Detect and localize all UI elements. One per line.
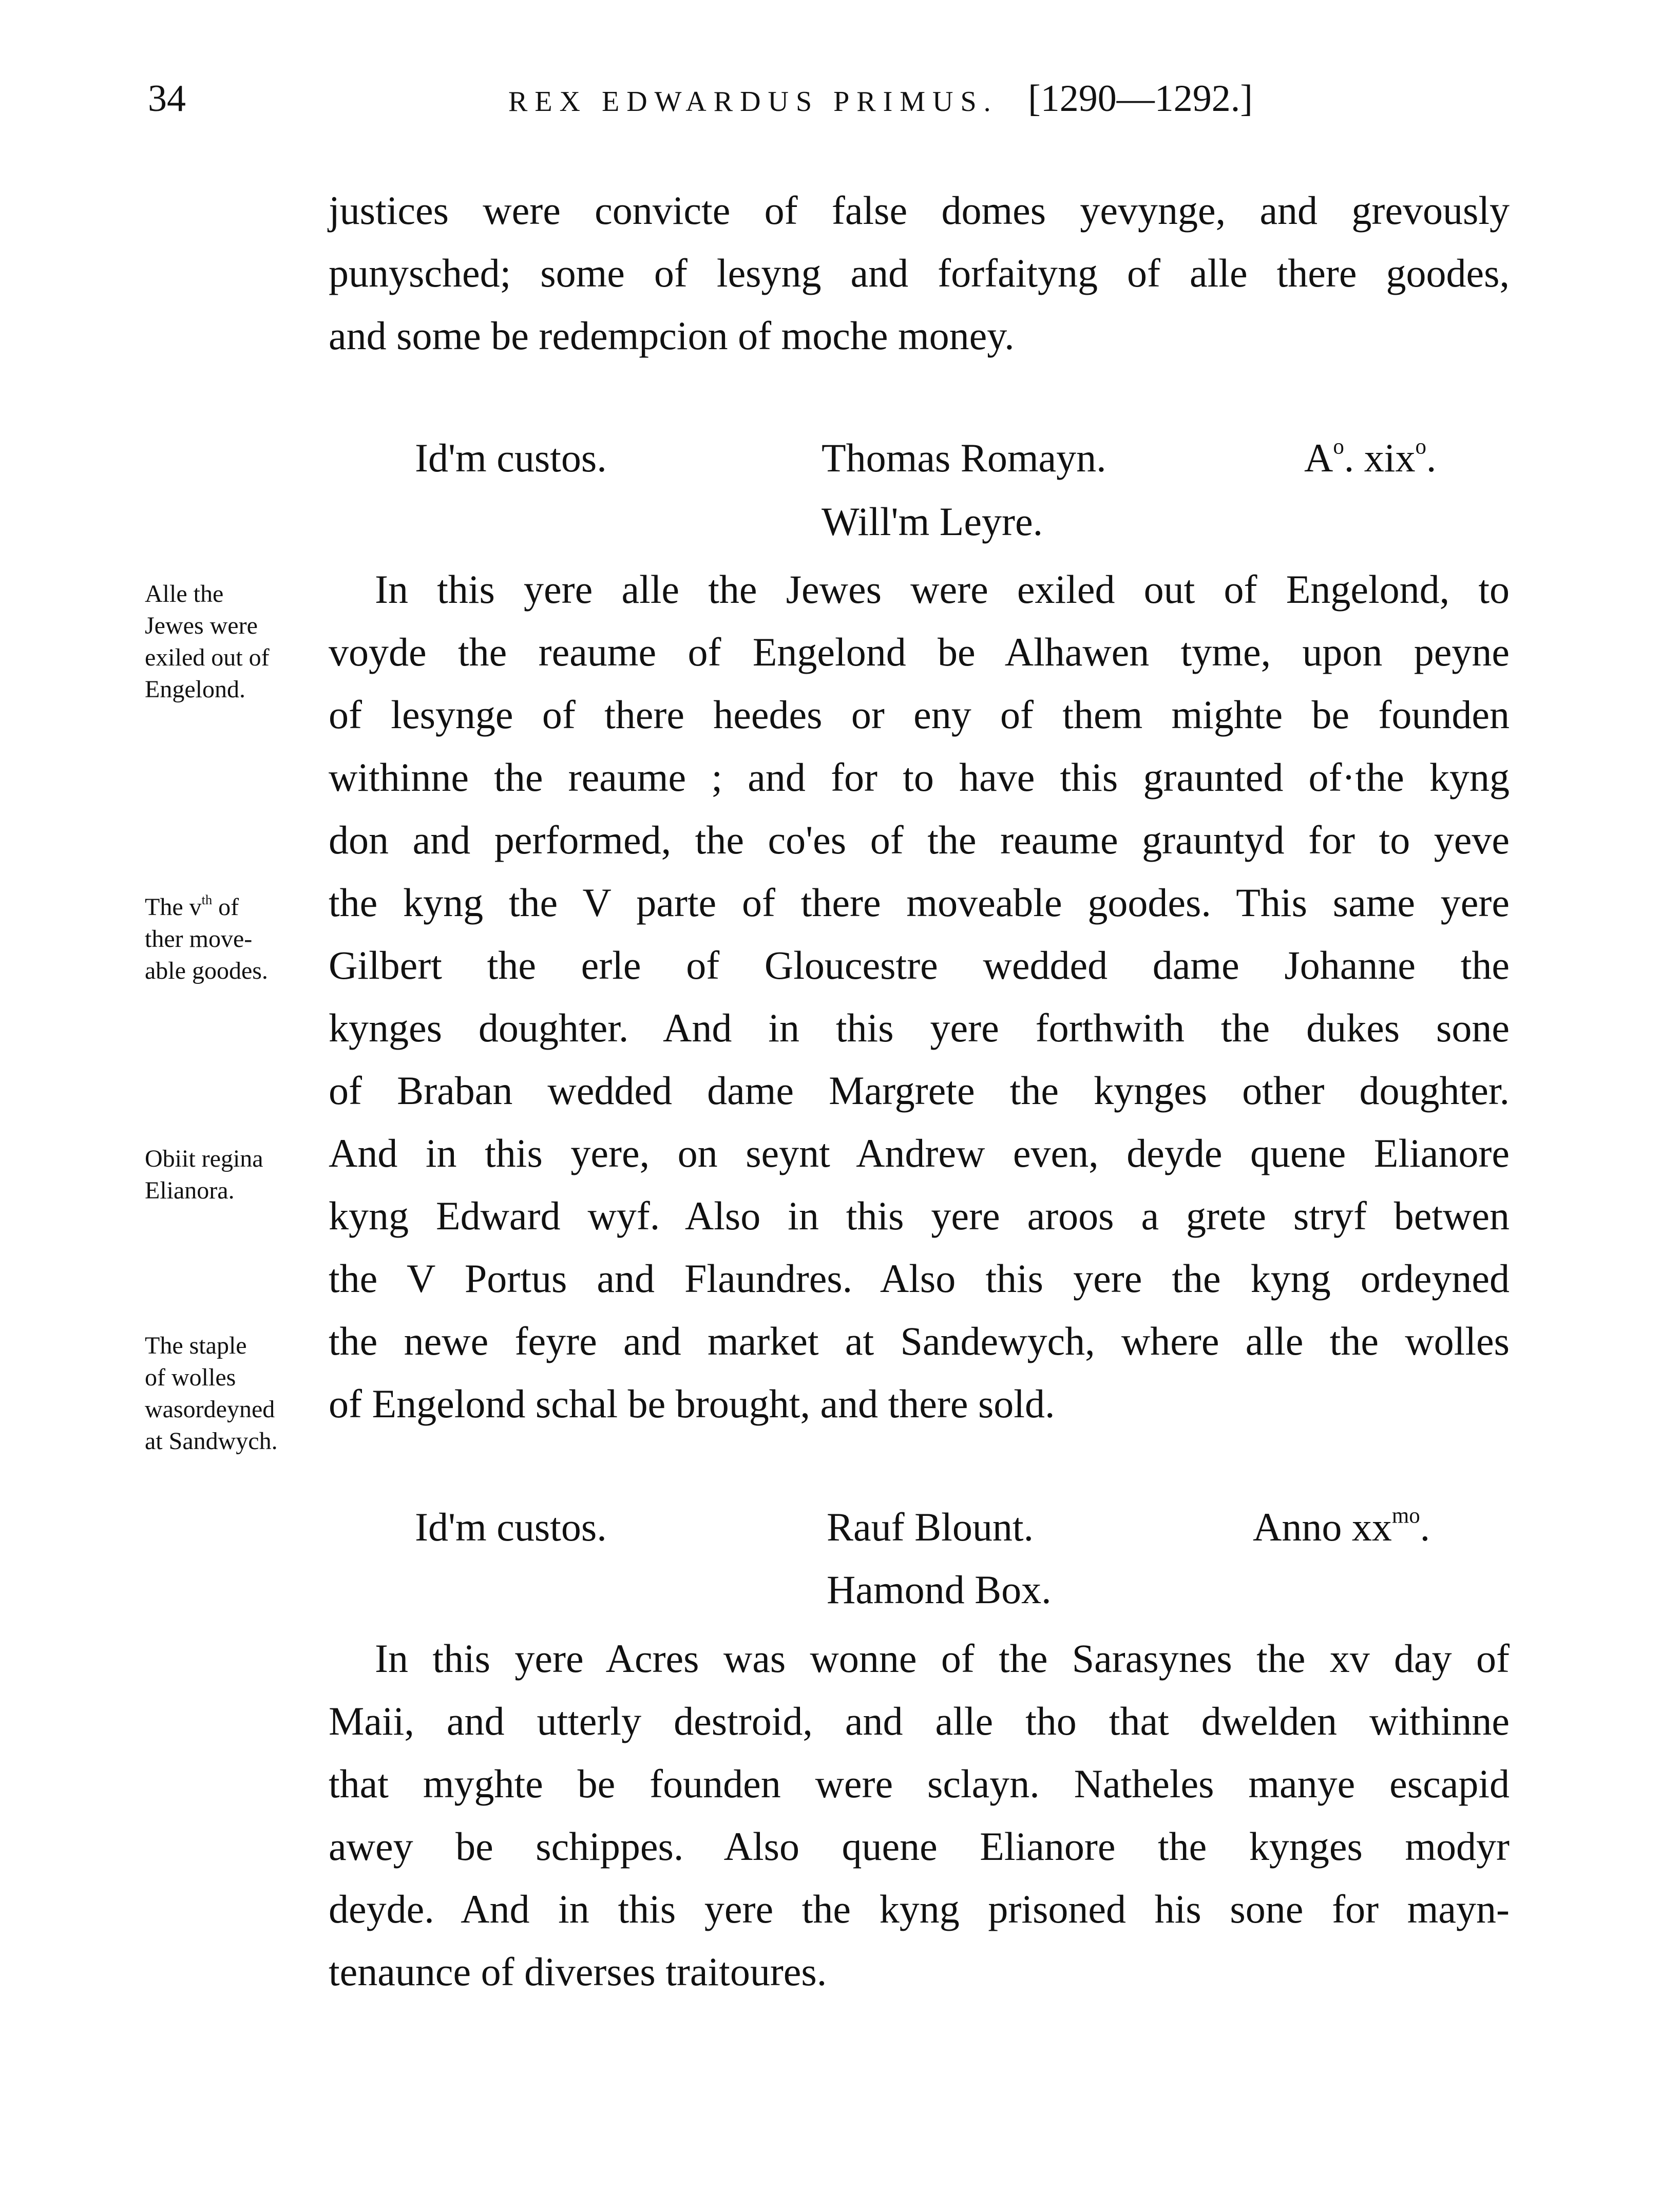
regnal-year (1304, 432, 1436, 484)
margin-line: ther move- (145, 925, 253, 953)
year-superscript: mo (1391, 1504, 1420, 1528)
text-line: Gilbert the erle of Gloucestre wedded dame Johanne the (329, 943, 1510, 987)
margin-line: exiled out of (145, 644, 270, 671)
margin-text: The v (145, 893, 202, 921)
text-line: kynges doughter. And in this yere forthwith the dukes sone (329, 1005, 1510, 1050)
year-prefix: Anno xx (1253, 1505, 1392, 1549)
running-title: REX EDWARDUS PRIMUS. (508, 86, 998, 118)
margin-line: Obiit regina (145, 1145, 263, 1172)
margin-line: at Sandwych. (145, 1428, 278, 1455)
year-prefix: A (1304, 435, 1333, 480)
margin-line: Alle the (145, 580, 224, 607)
margin-line: of wolles (145, 1364, 236, 1391)
margin-line: Jewes were (145, 612, 258, 639)
margin-line (145, 891, 319, 923)
margin-note-fifth-goodes (145, 891, 319, 987)
text-line: And in this yere, on seynt Andrew even, deyde quene Elianore (329, 1131, 1510, 1175)
text-line: of Braban wedded dame Margrete the kynges other doughter. (329, 1068, 1510, 1113)
text-line: and some be redempcion of moche money. (329, 313, 1015, 358)
text-line: of Engelond schal be brought, and there sold. (329, 1381, 1055, 1426)
margin-line: Elianora. (145, 1177, 235, 1204)
page-number: 34 (148, 78, 186, 120)
text-line: In this yere Acres was wonne of the Sarasynes the xv day of (375, 1636, 1510, 1681)
text-line: awey be schippes. Also quene Elianore the kynges modyr (329, 1824, 1510, 1869)
regnal-year (1253, 1501, 1430, 1553)
margin-note-obiit-regina (145, 1143, 319, 1207)
margin-line: Engelond. (145, 676, 245, 703)
margin-note-jewes-exiled (145, 578, 319, 706)
text-line: the newe feyre and market at Sandewych, where alle the wolles (329, 1319, 1510, 1363)
text-line: don and performed, the co'es of the reaume grauntyd for to yeve (329, 817, 1510, 862)
custos-label: Id'm custos. (415, 1505, 607, 1549)
text-line: withinne the reaume ; and for to have this graunted of·the kyng (329, 755, 1510, 800)
text-line: deyde. And in this yere the kyng prisoned his sone for mayn- (329, 1887, 1510, 1931)
text-line: that myghte be founden were sclayn. Natheles manye escapid (329, 1761, 1510, 1806)
text-line: voyde the reaume of Engelond be Alhawen tyme, upon peyne (329, 630, 1510, 674)
custos-label: Id'm custos. (415, 435, 607, 480)
year-suffix: . (1420, 1505, 1430, 1549)
text-line: kyng Edward wyf. Also in this yere aroos a grete stryf betwen (329, 1193, 1510, 1238)
margin-note-staple-wolles (145, 1330, 319, 1457)
year-suffix: . (1426, 435, 1437, 480)
margin-superscript: th (201, 891, 213, 907)
running-header (508, 77, 1371, 121)
text-line: In this yere alle the Jewes were exiled out of Engelond, to (375, 567, 1510, 612)
year-superscript: o (1415, 434, 1426, 459)
margin-line: wasordeyned (145, 1396, 275, 1423)
sheriff-name: Hamond Box. (827, 1567, 1052, 1612)
text-line: punysched; some of lesyng and forfaityng of alle there goodes, (329, 251, 1510, 295)
text-line: justices were convicte of false domes yevynge, and grevously (329, 188, 1510, 233)
sheriff-name: Rauf Blount. (827, 1505, 1034, 1549)
text-line: the V Portus and Flaundres. Also this yere the kyng ordeyned (329, 1256, 1510, 1301)
sheriff-name: Will'm Leyre. (822, 499, 1043, 544)
sheriff-name: Thomas Romayn. (822, 435, 1106, 480)
text-line: the kyng the V parte of there moveable goodes. This same yere (329, 880, 1510, 925)
text-line: tenaunce of diverses traitoures. (329, 1949, 827, 1994)
text-line: Maii, and utterly destroid, and alle tho that dwelden withinne (329, 1699, 1510, 1743)
margin-line: able goodes. (145, 957, 268, 984)
running-years: [1290—1292.] (1028, 78, 1253, 120)
margin-line: The staple (145, 1332, 247, 1359)
margin-text: of (212, 893, 239, 921)
year-numeral: . xix (1344, 435, 1416, 480)
year-superscript: o (1333, 434, 1344, 459)
text-line: of lesynge of there heedes or eny of them mighte be founden (329, 692, 1510, 737)
